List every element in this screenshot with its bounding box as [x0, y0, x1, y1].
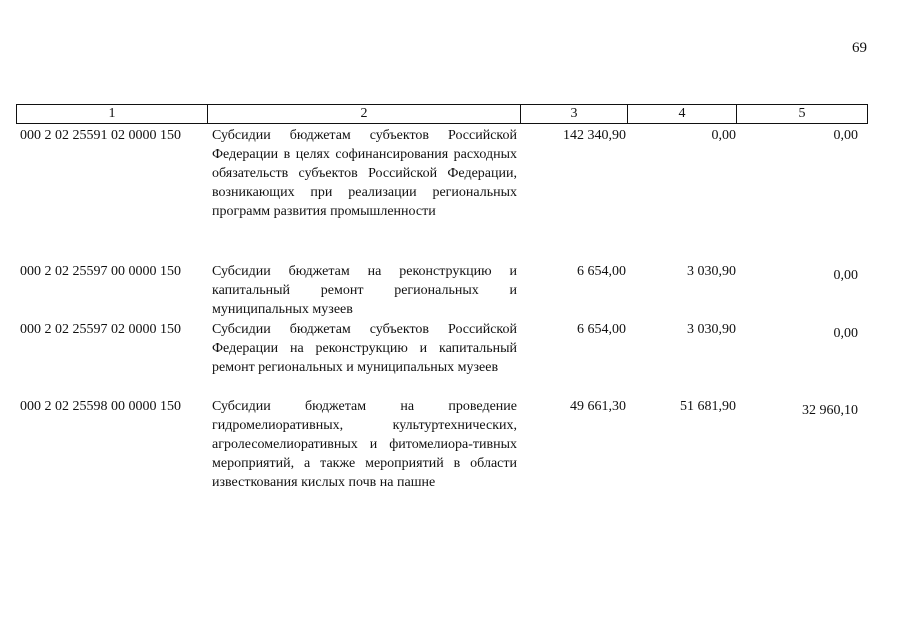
budget-code: 000 2 02 25597 02 0000 150: [20, 322, 181, 337]
budget-code: 000 2 02 25597 00 0000 150: [20, 264, 181, 279]
row-description: Субсидии бюджетам субъектов Российской Федерации в целях софинансирования расходных обязательств субъектов Российской Федерации, возникающих при реализации региональных программ развития промышленности: [212, 128, 517, 219]
value-col-5: 0,00: [833, 268, 858, 283]
value-col-3: 49 661,30: [570, 399, 626, 414]
row-description: Субсидии бюджетам на проведение гидромелиоративных, культуртехнических, агролесомелиоративных и фитомелиора-тивных мероприятий, а также мероприятий в области известкования кислых почв на пашне: [212, 399, 517, 490]
value-col-5: 0,00: [833, 326, 858, 341]
row-description: Субсидии бюджетам субъектов Российской Федерации на реконструкцию и капитальный ремонт региональных и муниципальных музеев: [212, 322, 517, 375]
value-col-4: 3 030,90: [687, 322, 736, 337]
page-number: 69: [852, 40, 867, 56]
row-description: Субсидии бюджетам на реконструкцию и капитальный ремонт региональных и муниципальных музеев: [212, 264, 517, 317]
value-col-4: 3 030,90: [687, 264, 736, 279]
value-col-5: 0,00: [833, 128, 858, 143]
value-col-3: 6 654,00: [577, 322, 626, 337]
column-header-5: 5: [798, 106, 806, 121]
value-col-4: 51 681,90: [680, 399, 736, 414]
column-header-2: 2: [360, 106, 368, 121]
table-header: [16, 104, 868, 124]
column-header-3: 3: [570, 106, 578, 121]
column-header-1: 1: [108, 106, 116, 121]
budget-code: 000 2 02 25598 00 0000 150: [20, 399, 181, 414]
value-col-3: 6 654,00: [577, 264, 626, 279]
budget-code: 000 2 02 25591 02 0000 150: [20, 128, 181, 143]
column-header-4: 4: [678, 106, 686, 121]
value-col-5: 32 960,10: [802, 403, 858, 418]
value-col-3: 142 340,90: [563, 128, 626, 143]
value-col-4: 0,00: [711, 128, 736, 143]
